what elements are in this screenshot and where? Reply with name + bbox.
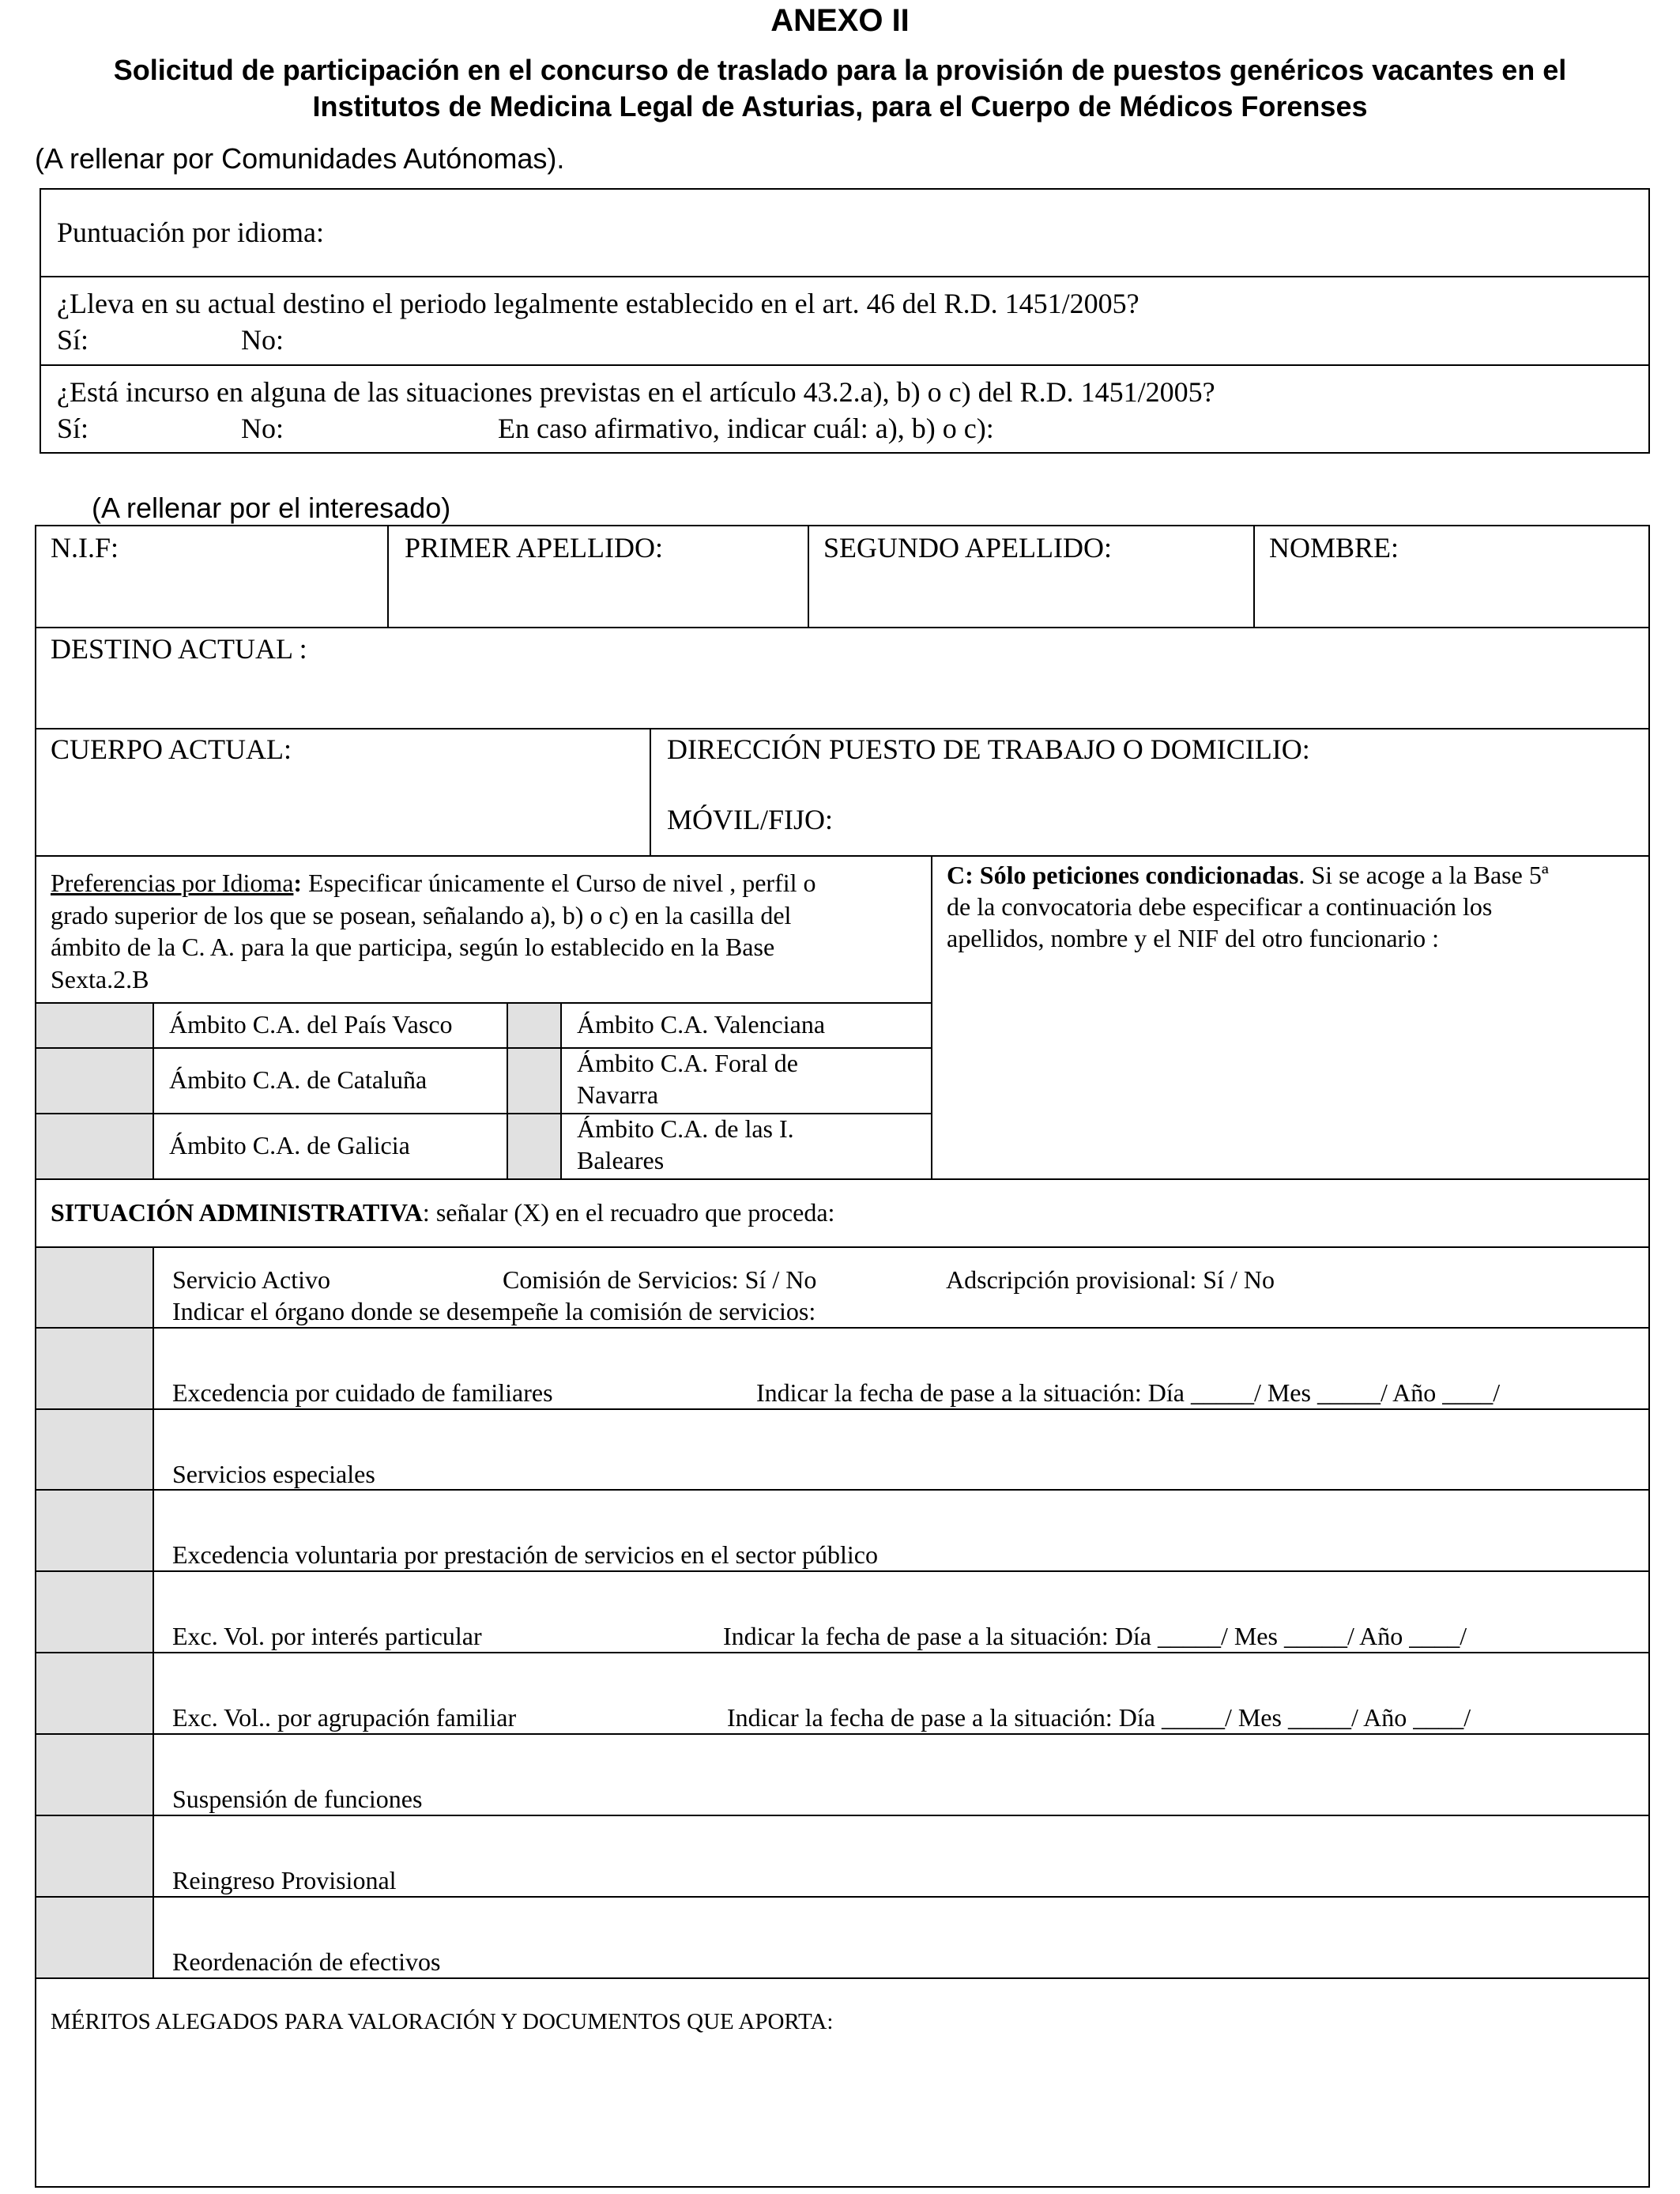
- adscripcion-provisional-field[interactable]: Adscripción provisional: Sí / No: [946, 1265, 1275, 1294]
- nombre-field[interactable]: NOMBRE:: [1269, 532, 1399, 564]
- ambito-galicia-checkbox[interactable]: [36, 1114, 153, 1178]
- reingreso-provisional-label: Reingreso Provisional: [172, 1866, 397, 1894]
- divider: [650, 728, 651, 856]
- preferencias-line-2: grado superior de los que se posean, señalando a), b) o c) en la casilla del: [51, 901, 792, 929]
- situacion-servicio-activo-checkbox[interactable]: [36, 1248, 153, 1327]
- ccaa-note: (A rellenar por Comunidades Autónomas).: [35, 142, 565, 175]
- ambito-pais-vasco-checkbox[interactable]: [36, 1004, 153, 1047]
- segundo-apellido-field[interactable]: SEGUNDO APELLIDO:: [823, 532, 1112, 564]
- question-periodo: ¿Lleva en su actual destino el periodo legalmente establecido en el art. 46 del R.D. 1451/2005?: [57, 288, 1139, 319]
- divider: [35, 627, 1650, 628]
- divider: [40, 364, 1650, 366]
- subtitle-line-1: Solicitud de participación en el concurso de traslado para la provisión de puestos genéricos vacantes en el: [113, 54, 1567, 86]
- situacion-reordenacion-checkbox[interactable]: [36, 1898, 153, 1977]
- page-title: ANEXO II: [770, 3, 910, 38]
- cuerpo-actual-field[interactable]: CUERPO ACTUAL:: [51, 733, 292, 765]
- divider: [35, 1246, 1650, 1248]
- nif-field[interactable]: N.I.F:: [51, 532, 119, 564]
- ambito-pais-vasco-label: Ámbito C.A. del País Vasco: [169, 1010, 453, 1039]
- situacion-excedencia-sector-publico-checkbox[interactable]: [36, 1491, 153, 1570]
- subtitle-line-2: Institutos de Medicina Legal de Asturias, para el Cuerpo de Médicos Forenses: [312, 90, 1368, 123]
- preferencias-label: Preferencias por Idioma: [51, 869, 294, 897]
- divider: [35, 855, 1650, 857]
- ambito-valenciana-checkbox[interactable]: [508, 1004, 560, 1047]
- reordenacion-efectivos-label: Reordenación de efectivos: [172, 1947, 441, 1976]
- situacion-agrupacion-familiar-checkbox[interactable]: [36, 1653, 153, 1733]
- interes-particular-fecha-field[interactable]: Indicar la fecha de pase a la situación: Día _____/ Mes _____/ Año ____/: [723, 1622, 1467, 1650]
- situacion-title-rest: : señalar (X) en el recuadro que proceda:: [422, 1198, 835, 1227]
- situacion-title: [51, 1196, 834, 1229]
- ambito-galicia-label: Ámbito C.A. de Galicia: [169, 1131, 410, 1159]
- condicionadas-text: . Si se acoge a la Base 5ª: [1298, 861, 1549, 889]
- divider: [35, 1178, 1650, 1180]
- q2-afirmativo-field[interactable]: En caso afirmativo, indicar cuál: a), b) o c):: [498, 413, 994, 444]
- q2-si-field[interactable]: Sí:: [57, 413, 89, 444]
- condicionadas-line-3: apellidos, nombre y el NIF del otro funcionario :: [947, 924, 1439, 952]
- ambito-baleares-line-2: Baleares: [577, 1146, 665, 1174]
- situacion-title-bold: SITUACIÓN ADMINISTRATIVA: [51, 1198, 423, 1227]
- excedencia-sector-publico-label: Excedencia voluntaria por prestación de servicios en el sector público: [172, 1540, 878, 1569]
- ambito-navarra-line-1: Ámbito C.A. Foral de: [577, 1049, 798, 1077]
- ambito-cataluna-checkbox[interactable]: [36, 1049, 153, 1113]
- preferencias-text: Especificar únicamente el Curso de nivel , perfil o: [302, 869, 816, 897]
- primer-apellido-field[interactable]: PRIMER APELLIDO:: [405, 532, 664, 564]
- servicios-especiales-label: Servicios especiales: [172, 1460, 375, 1488]
- preferencias-line-4: Sexta.2.B: [51, 965, 149, 993]
- ambito-cataluna-label: Ámbito C.A. de Cataluña: [169, 1065, 428, 1094]
- page-subtitle: [32, 52, 1648, 125]
- divider: [153, 1002, 154, 1179]
- q2-no-field[interactable]: No:: [241, 413, 284, 444]
- interesado-note: (A rellenar por el interesado): [92, 492, 451, 524]
- agrupacion-familiar-label: Exc. Vol.. por agrupación familiar: [172, 1703, 517, 1732]
- divider: [560, 1002, 562, 1179]
- destino-actual-field[interactable]: DESTINO ACTUAL :: [51, 633, 307, 665]
- excedencia-familiares-fecha-field[interactable]: Indicar la fecha de pase a la situación: Día _____/ Mes _____/ Año ____/: [756, 1378, 1501, 1407]
- divider: [35, 1002, 931, 1004]
- divider: [153, 1246, 154, 1977]
- ambito-navarra-label: [577, 1047, 798, 1110]
- condicionadas-line-1: [947, 858, 1549, 892]
- preferencias-colon: :: [293, 869, 303, 897]
- suspension-funciones-label: Suspensión de funciones: [172, 1785, 423, 1813]
- divider: [931, 855, 932, 1179]
- indicar-organo-field[interactable]: Indicar el órgano donde se desempeñe la comisión de servicios:: [172, 1297, 816, 1325]
- puntuacion-idioma-field[interactable]: Puntuación por idioma:: [57, 217, 324, 248]
- q1-no-field[interactable]: No:: [241, 324, 284, 356]
- servicio-activo-label: Servicio Activo: [172, 1265, 330, 1294]
- condicionadas-bold: C: Sólo peticiones condicionadas: [947, 861, 1299, 889]
- preferencias-line-3: ámbito de la C. A. para la que participa, según lo establecido en la Base: [51, 933, 775, 961]
- divider: [808, 525, 809, 628]
- divider: [387, 525, 389, 628]
- divider: [507, 1002, 508, 1179]
- situacion-reingreso-checkbox[interactable]: [36, 1816, 153, 1896]
- ambito-baleares-checkbox[interactable]: [508, 1114, 560, 1178]
- question-situaciones: ¿Está incurso en alguna de las situaciones previstas en el artículo 43.2.a), b) o c) del R.D. 1451/2005?: [57, 376, 1215, 408]
- comision-servicios-field[interactable]: Comisión de Servicios: Sí / No: [503, 1265, 817, 1294]
- divider: [40, 276, 1650, 277]
- direccion-field[interactable]: DIRECCIÓN PUESTO DE TRABAJO O DOMICILIO:: [667, 733, 1310, 765]
- divider: [35, 1113, 931, 1114]
- excedencia-familiares-label: Excedencia por cuidado de familiares: [172, 1378, 553, 1407]
- situacion-suspension-checkbox[interactable]: [36, 1735, 153, 1815]
- situacion-interes-particular-checkbox[interactable]: [36, 1572, 153, 1652]
- situacion-servicios-especiales-checkbox[interactable]: [36, 1410, 153, 1489]
- situacion-excedencia-familiares-checkbox[interactable]: [36, 1329, 153, 1408]
- divider: [35, 728, 1650, 729]
- interes-particular-label: Exc. Vol. por interés particular: [172, 1622, 482, 1650]
- condicionadas-line-2: de la convocatoria debe especificar a continuación los: [947, 892, 1493, 921]
- ambito-navarra-checkbox[interactable]: [508, 1049, 560, 1113]
- divider: [1253, 525, 1255, 628]
- ambito-baleares-label: [577, 1113, 794, 1176]
- ambito-navarra-line-2: Navarra: [577, 1080, 659, 1109]
- main-form-box: [35, 525, 1650, 2188]
- q1-si-field[interactable]: Sí:: [57, 324, 89, 356]
- movil-fijo-field[interactable]: MÓVIL/FIJO:: [667, 804, 834, 835]
- meritos-field[interactable]: MÉRITOS ALEGADOS PARA VALORACIÓN Y DOCUMENTOS QUE APORTA:: [51, 2009, 834, 2034]
- ambito-valenciana-label: Ámbito C.A. Valenciana: [577, 1010, 826, 1039]
- preferencias-line-1: [51, 866, 816, 899]
- ambito-baleares-line-1: Ámbito C.A. de las I.: [577, 1114, 794, 1143]
- agrupacion-familiar-fecha-field[interactable]: Indicar la fecha de pase a la situación: Día _____/ Mes _____/ Año ____/: [727, 1703, 1471, 1732]
